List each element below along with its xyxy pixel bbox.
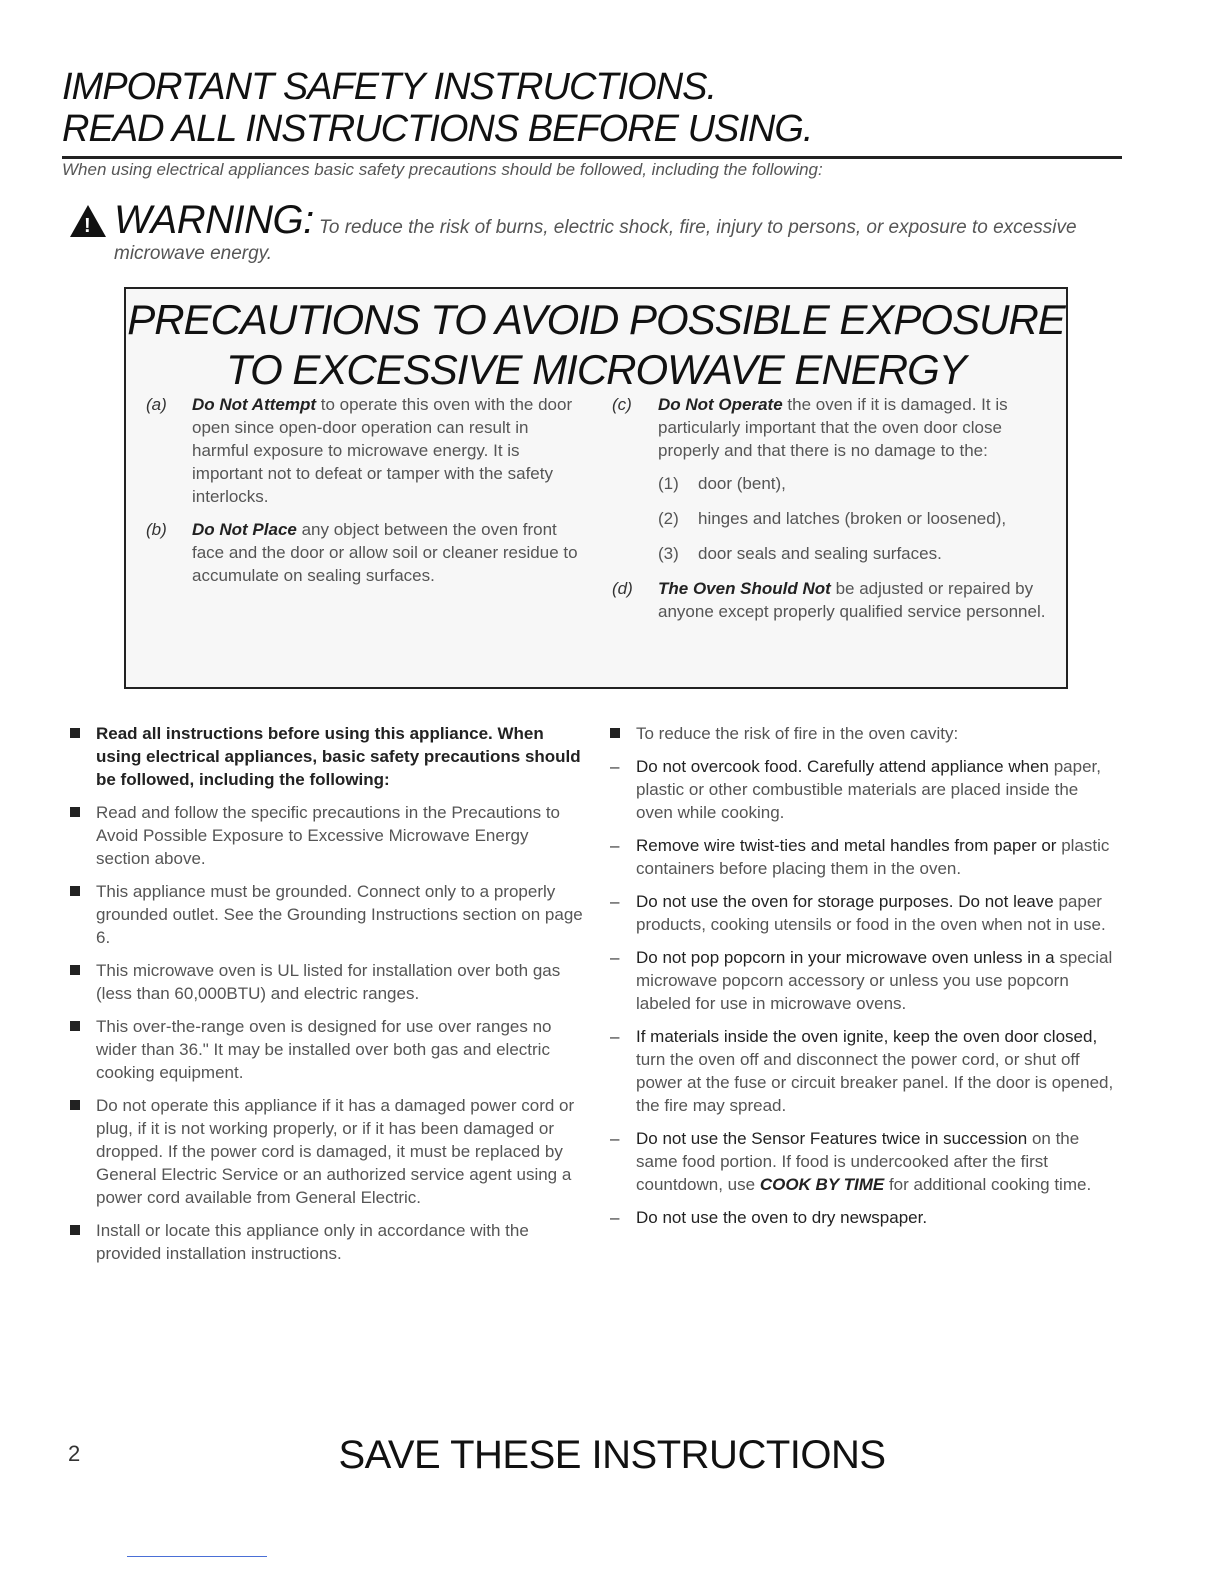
warning-text: To reduce the risk of burns, electric shock, fire, injury to persons, or exposure to excessive [319, 217, 1077, 238]
dash-lead: Do not use the Sensor Features twice in succession [636, 1129, 1028, 1148]
dash-icon: – [610, 1027, 620, 1046]
dash-icon: – [610, 892, 620, 911]
dash-item [604, 946, 1114, 1015]
bullet-text: This appliance must be grounded. Connect only to a properly grounded outlet. See the Grounding Instructions section on page 6. [96, 882, 583, 947]
precaution-lead: Do Not Place [192, 520, 297, 539]
precaution-a [146, 393, 586, 508]
dash-item [604, 1025, 1114, 1117]
page-title [62, 66, 1122, 159]
cook-by-time-term: COOK BY TIME [759, 1175, 885, 1194]
bullet-item [64, 880, 584, 949]
precaution-text: any object between the oven front face and the door or allow soil or cleaner residue to accumulate on sealing surfaces. [192, 520, 578, 585]
precaution-mark: (d) [612, 579, 633, 598]
bullet-item [64, 1094, 584, 1209]
precaution-lead: The Oven Should Not [658, 579, 831, 598]
warning-triangle-icon [70, 205, 106, 237]
precaution-c-num: (1) [658, 474, 679, 493]
precaution-text: be adjusted or repaired by anyone except properly qualified service personnel. [658, 579, 1046, 621]
bullet-square-icon [70, 728, 80, 738]
precaution-c-text: hinges and latches (broken or loosened), [698, 509, 1007, 528]
bullet-square-icon [70, 1225, 80, 1235]
precaution-mark: (c) [612, 395, 632, 414]
bullet-text: To reduce the risk of fire in the oven cavity: [636, 724, 959, 743]
bullet-item [64, 959, 584, 1005]
dash-item [604, 1206, 1114, 1229]
precaution-lead: Do Not Operate [658, 395, 783, 414]
dash-text: turn the oven off and disconnect the power cord, or shut off power at the fuse or circuit breaker panel. If the door is opened, the fire may spread. [636, 1050, 1114, 1115]
warning-label: WARNING: [114, 198, 314, 242]
bottom-rule [127, 1556, 267, 1557]
precautions-title-line-2: TO EXCESSIVE MICROWAVE ENERGY [226, 346, 966, 393]
dash-lead: Do not use the oven for storage purposes. Do not leave [636, 892, 1054, 911]
dash-lead: Remove wire twist-ties and metal handles from paper or [636, 836, 1057, 855]
bullet-text: Do not operate this appliance if it has a damaged power cord or plug, if it is not working properly, or if it has been damaged or dropped. If the power cord is damaged, it must be replaced by General Electric Service or an authorized service agent using a power cord available from General Electric. [96, 1096, 575, 1207]
bullet-item [64, 722, 584, 791]
precautions-left-column [146, 393, 586, 597]
dash-text: plastic containers before placing them in the oven. [636, 836, 1110, 878]
warning-text-cont: microwave energy. [114, 243, 273, 264]
precautions-box [124, 287, 1068, 689]
precaution-c-item [658, 507, 1052, 530]
right-instructions [604, 722, 1114, 1239]
bullet-item [64, 801, 584, 870]
dash-lead: Do not pop popcorn in your microwave oven unless in a [636, 948, 1055, 967]
dash-text: special microwave popcorn accessory or unless you use popcorn labeled for use in microwave ovens. [636, 948, 1113, 1013]
bullet-text: Install or locate this appliance only in accordance with the provided installation instructions. [96, 1221, 529, 1263]
bullet-square-icon [70, 1021, 80, 1031]
dash-text: on the same food portion. If food is undercooked after the first countdown, use [636, 1129, 1080, 1194]
bullet-square-icon [610, 728, 620, 738]
dash-lead: Do not overcook food. Carefully attend appliance when [636, 757, 1049, 776]
bullet-text: Read and follow the specific precautions in the Precautions to Avoid Possible Exposure to Excessive Microwave Energy section above. [96, 803, 560, 868]
footer-title: SAVE THESE INSTRUCTIONS [338, 1433, 886, 1477]
dash-lead: Do not use the oven to dry newspaper. [636, 1208, 928, 1227]
dash-text: for additional cooking time. [888, 1175, 1092, 1194]
precaution-d [612, 577, 1052, 623]
precautions-title [126, 295, 1066, 395]
dash-item [604, 1127, 1114, 1196]
dash-text: paper, plastic or other combustible materials are placed inside the oven while cooking. [636, 757, 1101, 822]
bullet-text: Read all instructions before using this appliance. When using electrical appliances, basic safety precautions should be followed, including the following: [96, 724, 581, 789]
precaution-mark: (a) [146, 395, 167, 414]
title-line-1: IMPORTANT SAFETY INSTRUCTIONS. [62, 66, 717, 108]
precaution-c-text: door (bent), [698, 474, 786, 493]
precaution-c-num: (3) [658, 544, 679, 563]
precaution-c-num: (2) [658, 509, 679, 528]
precaution-b [146, 518, 586, 587]
left-instructions [64, 722, 584, 1275]
bullet-square-icon [70, 807, 80, 817]
dash-icon: – [610, 948, 620, 967]
dash-icon: – [610, 757, 620, 776]
bullet-item [64, 1015, 584, 1084]
dash-icon: – [610, 836, 620, 855]
precautions-title-line-1: PRECAUTIONS TO AVOID POSSIBLE EXPOSURE [127, 296, 1065, 343]
dash-icon: – [610, 1129, 620, 1148]
warning-block [70, 198, 1080, 267]
precaution-mark: (b) [146, 520, 167, 539]
intro-text: When using electrical appliances basic safety precautions should be followed, including the following: [62, 160, 823, 179]
dash-lead: If materials inside the oven ignite, keep the oven door closed, [636, 1027, 1098, 1046]
precaution-text: the oven if it is damaged. It is particularly important that the oven door close properly and that there is no damage to the: [658, 395, 1008, 460]
precaution-lead: Do Not Attempt [192, 395, 317, 414]
bullet-square-icon [70, 965, 80, 975]
bullet-text: This over-the-range oven is designed for use over ranges no wider than 36." It may be installed over both gas and electric cooking equipment. [96, 1017, 552, 1082]
precaution-text: to operate this oven with the door open since open-door operation can result in harmful exposure to microwave energy. It is important not to defeat or tamper with the safety interlocks. [192, 395, 573, 506]
precaution-c-text: door seals and sealing surfaces. [698, 544, 942, 563]
bullet-square-icon [70, 1100, 80, 1110]
bullet-text: This microwave oven is UL listed for installation over both gas (less than 60,000BTU) and electric ranges. [96, 961, 561, 1003]
dash-item [604, 755, 1114, 824]
precautions-right-column [612, 393, 1052, 633]
precaution-c-item [658, 472, 1052, 495]
dash-icon: – [610, 1208, 620, 1227]
page-number: 2 [68, 1441, 81, 1466]
dash-item [604, 890, 1114, 936]
bullet-item [604, 722, 1114, 745]
title-line-2: READ ALL INSTRUCTIONS BEFORE USING. [62, 108, 813, 150]
dash-text: paper products, cooking utensils or food in the oven when not in use. [636, 892, 1106, 934]
dash-item [604, 834, 1114, 880]
bullet-square-icon [70, 886, 80, 896]
precaution-c [612, 393, 1052, 462]
precaution-c-item [658, 542, 1052, 565]
bullet-item [64, 1219, 584, 1265]
